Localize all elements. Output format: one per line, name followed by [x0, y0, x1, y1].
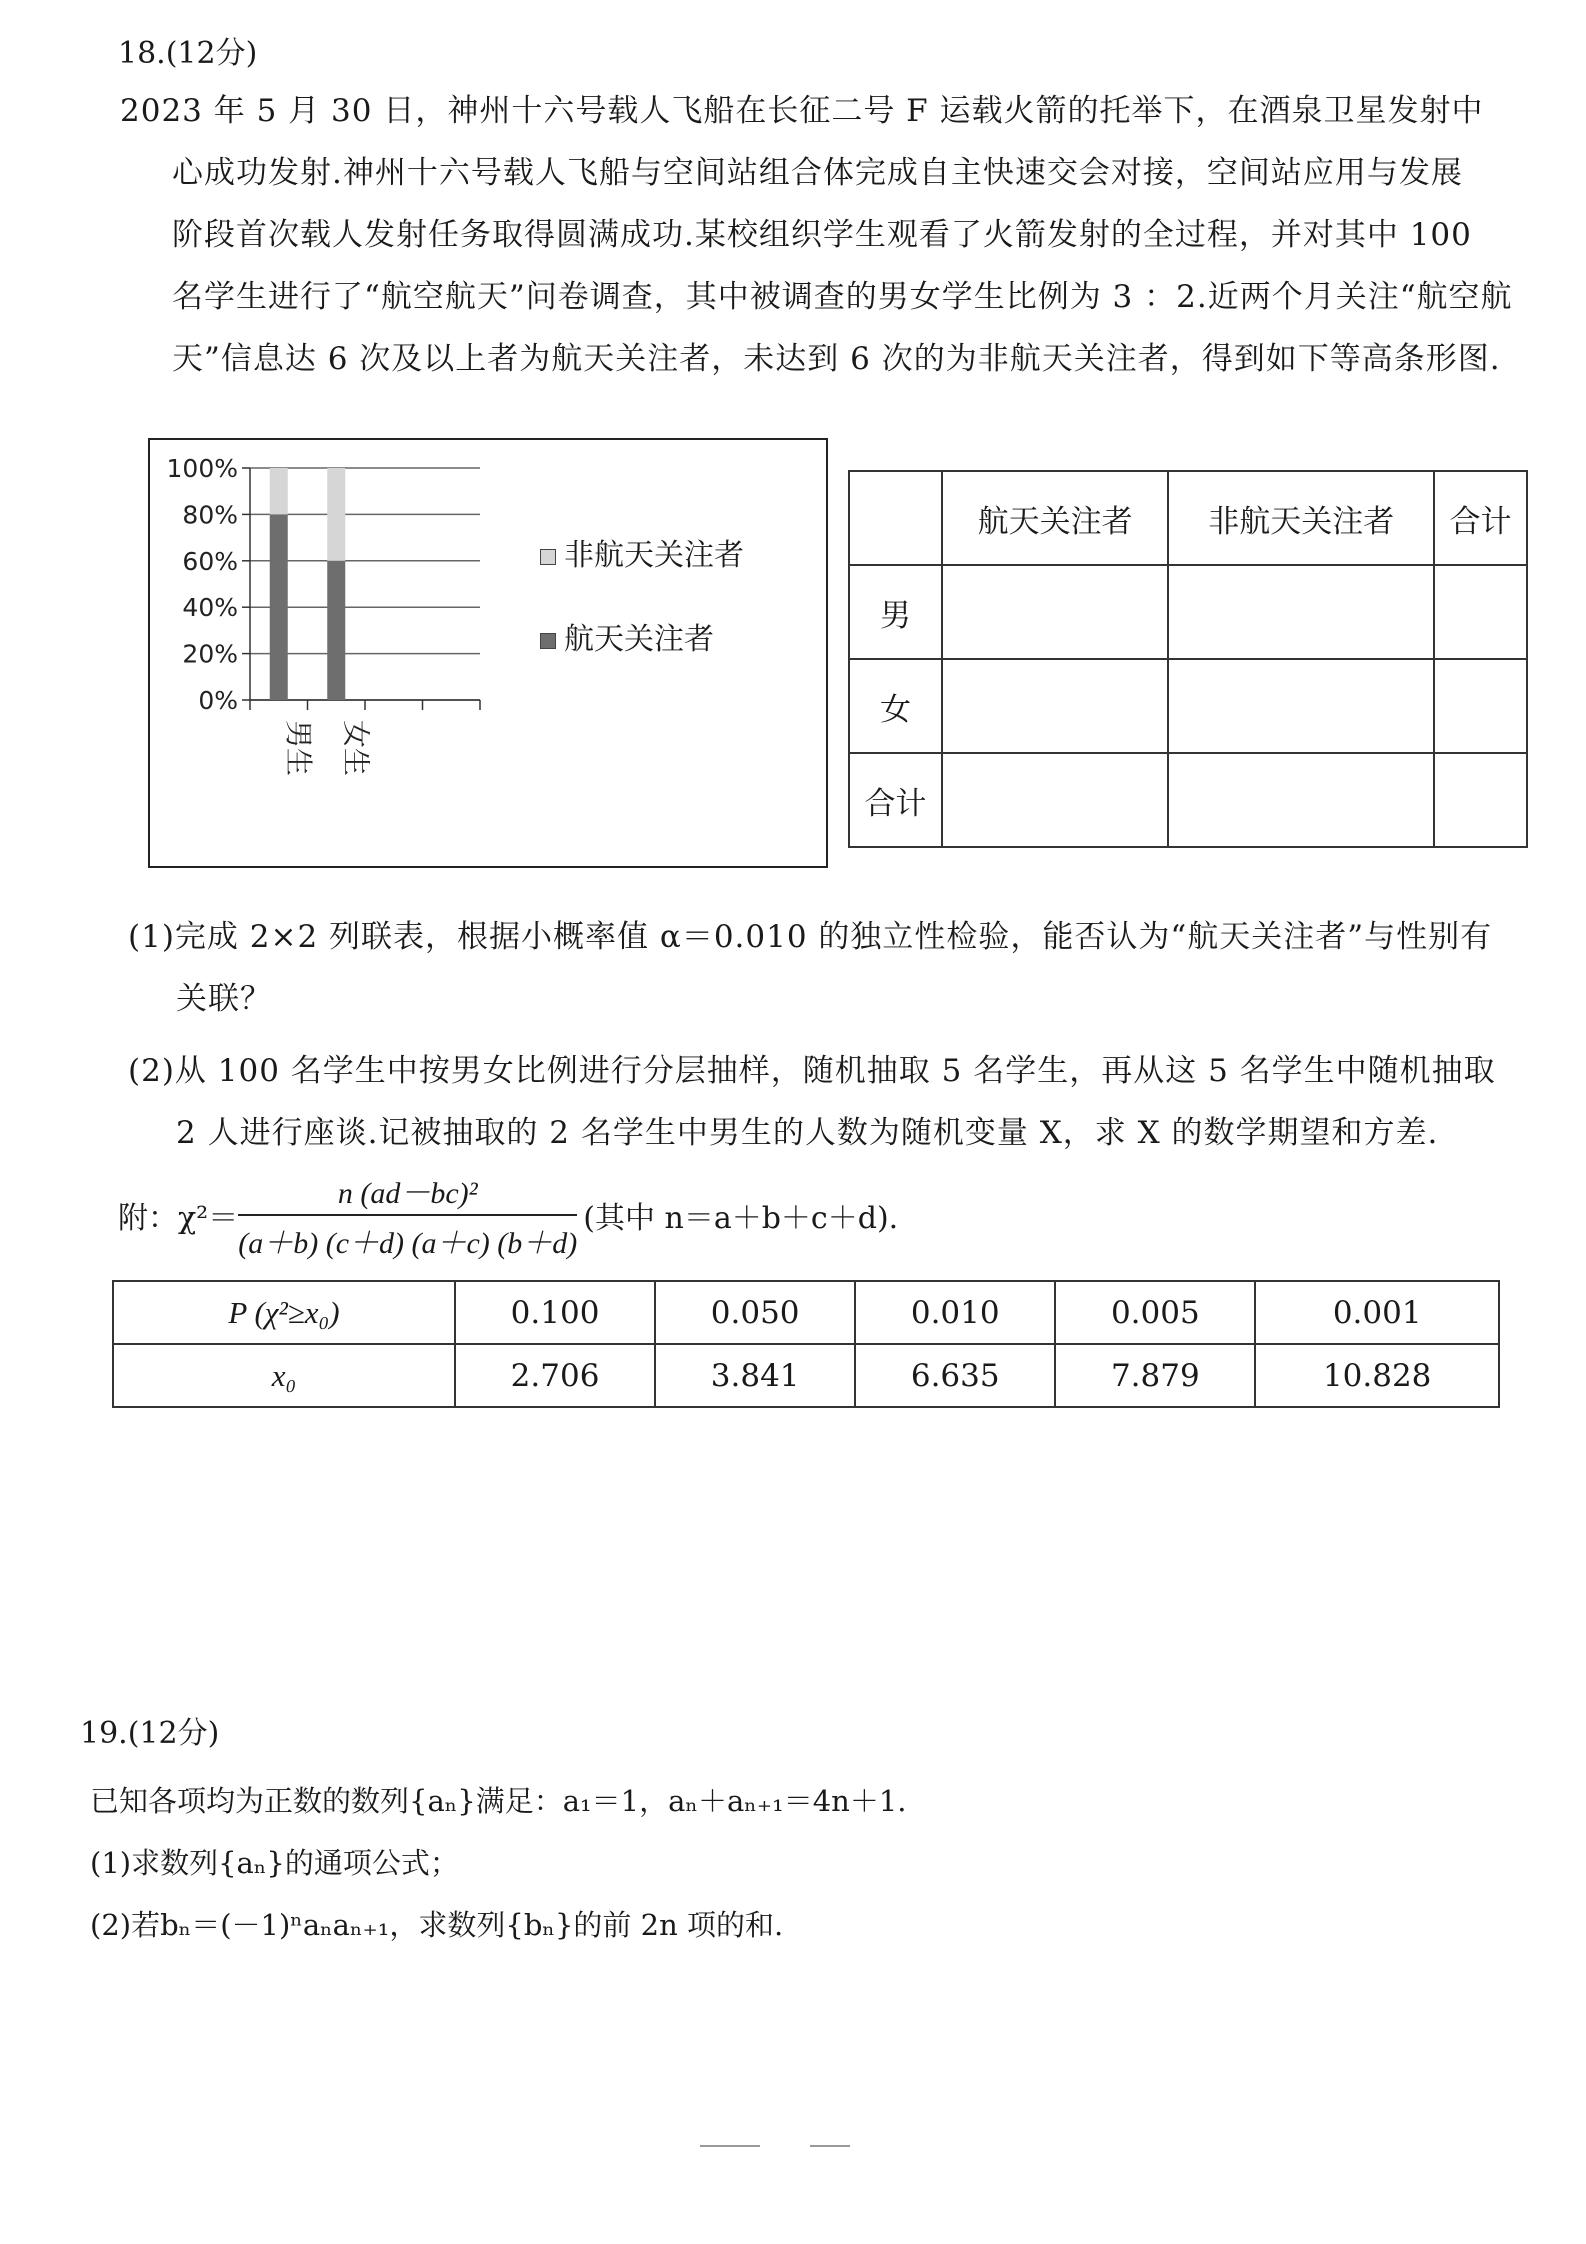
bar-segment — [327, 561, 345, 700]
cv-cell: 6.635 — [855, 1344, 1055, 1407]
chi-square-formula — [118, 1168, 898, 1262]
ct-header: 合计 — [1434, 471, 1527, 565]
legend-item-non-focus — [540, 530, 744, 574]
q18-number: 18.(12分) — [118, 36, 258, 71]
legend-item-focus — [540, 614, 744, 658]
formula-denominator: (a＋b) (c＋d) (a＋c) (b＋d) — [238, 1227, 578, 1260]
chart-frame — [148, 438, 828, 868]
intro-line: 心成功发射.神州十六号载人飞船与空间站组合体完成自主快速交会对接，空间站应用与发展 — [172, 155, 1463, 191]
cv-cell: 3.841 — [655, 1344, 855, 1407]
cv-row-label: P (χ²≥x₀) — [113, 1281, 455, 1344]
ct-cell — [942, 753, 1168, 847]
q19-number: 19.(12分) — [80, 1716, 220, 1751]
intro-line: 名学生进行了“航空航天”问卷调查，其中被调查的男女学生比例为 3 ：2.近两个月关注“航空航 — [172, 279, 1513, 315]
legend-label: 非航天关注者 — [564, 538, 744, 573]
ct-cell — [1434, 659, 1527, 753]
q19-body — [90, 1770, 907, 1956]
cv-cell: 0.100 — [455, 1281, 655, 1344]
ct-cell — [942, 659, 1168, 753]
scan-mark — [810, 2145, 850, 2147]
y-tick-label: 100% — [166, 454, 238, 483]
cv-cell: 0.001 — [1255, 1281, 1499, 1344]
cv-cell: 0.050 — [655, 1281, 855, 1344]
cv-cell: 0.010 — [855, 1281, 1055, 1344]
x-category-label: 女生 — [339, 720, 373, 777]
cv-cell: 2.706 — [455, 1344, 655, 1407]
chart-legend — [540, 530, 744, 658]
legend-swatch-dark — [540, 633, 556, 649]
ct-cell — [1168, 659, 1434, 753]
legend-label: 航天关注者 — [564, 622, 714, 657]
intro-line: 阶段首次载人发射任务取得圆满成功.某校组织学生观看了火箭发射的全过程，并对其中 100 — [172, 217, 1472, 253]
part2-line: 2 人进行座谈.记被抽取的 2 名学生中男生的人数为随机变量 X，求 X 的数学期望和方差. — [176, 1115, 1439, 1151]
ct-header: 航天关注者 — [942, 471, 1168, 565]
formula-suffix: (其中 n＝a＋b＋c＋d). — [583, 1201, 899, 1236]
ct-cell — [1434, 565, 1527, 659]
ct-cell — [942, 565, 1168, 659]
y-tick-label: 20% — [182, 639, 238, 669]
y-tick-label: 40% — [182, 593, 238, 623]
scan-mark — [700, 2145, 760, 2147]
bar-segment — [270, 514, 288, 700]
x-category-label: 男生 — [281, 720, 315, 777]
q19-line: 已知各项均为正数的数列{aₙ}满足：a₁＝1，aₙ＋aₙ₊₁＝4n＋1. — [90, 1784, 907, 1818]
part1-line: 关联？ — [176, 981, 272, 1017]
y-tick-label: 0% — [198, 686, 238, 715]
intro-line: 2023 年 5 月 30 日，神州十六号载人飞船在长征二号 F 运载火箭的托举下，在酒泉卫星发射中 — [120, 93, 1484, 129]
bar-segment — [327, 468, 345, 561]
cv-cell: 10.828 — [1255, 1344, 1499, 1407]
cv-row-label: x₀ — [113, 1344, 455, 1407]
ct-cell — [1168, 565, 1434, 659]
q19-line: (1)求数列{aₙ}的通项公式； — [90, 1846, 459, 1880]
formula-prefix: 附：χ²＝ — [118, 1201, 239, 1236]
legend-swatch-light — [540, 549, 556, 565]
ct-header-empty — [849, 471, 942, 565]
critical-value-table — [112, 1280, 1500, 1408]
part2-line: (2)从 100 名学生中按男女比例进行分层抽样，随机抽取 5 名学生，再从这 5 名学生中随机抽取 — [128, 1053, 1496, 1089]
q18-part1 — [128, 906, 1492, 1030]
contingency-table — [848, 470, 1528, 848]
formula-fraction — [238, 1168, 577, 1262]
y-tick-label: 60% — [182, 546, 238, 576]
formula-numerator: n (ad－bc)² — [238, 1168, 577, 1216]
cv-cell: 7.879 — [1055, 1344, 1255, 1407]
ct-header: 非航天关注者 — [1168, 471, 1434, 565]
cv-cell: 0.005 — [1055, 1281, 1255, 1344]
ct-row-label: 男 — [849, 565, 942, 659]
q18-part2 — [128, 1040, 1496, 1164]
intro-line: 天”信息达 6 次及以上者为航天关注者，未达到 6 次的为非航天关注者，得到如下等高条形图. — [172, 341, 1501, 377]
bar-segment — [270, 468, 288, 514]
part1-line: (1)完成 2×2 列联表，根据小概率值 α＝0.010 的独立性检验，能否认为“航天关注者”与性别有 — [128, 919, 1493, 955]
ct-cell — [1434, 753, 1527, 847]
q18-intro — [120, 80, 1540, 390]
ct-cell — [1168, 753, 1434, 847]
ct-row-label: 女 — [849, 659, 942, 753]
ct-row-label: 合计 — [849, 753, 942, 847]
y-tick-label: 80% — [182, 500, 238, 530]
q19-line: (2)若bₙ＝(－1)ⁿaₙaₙ₊₁，求数列{bₙ}的前 2n 项的和. — [90, 1908, 784, 1942]
